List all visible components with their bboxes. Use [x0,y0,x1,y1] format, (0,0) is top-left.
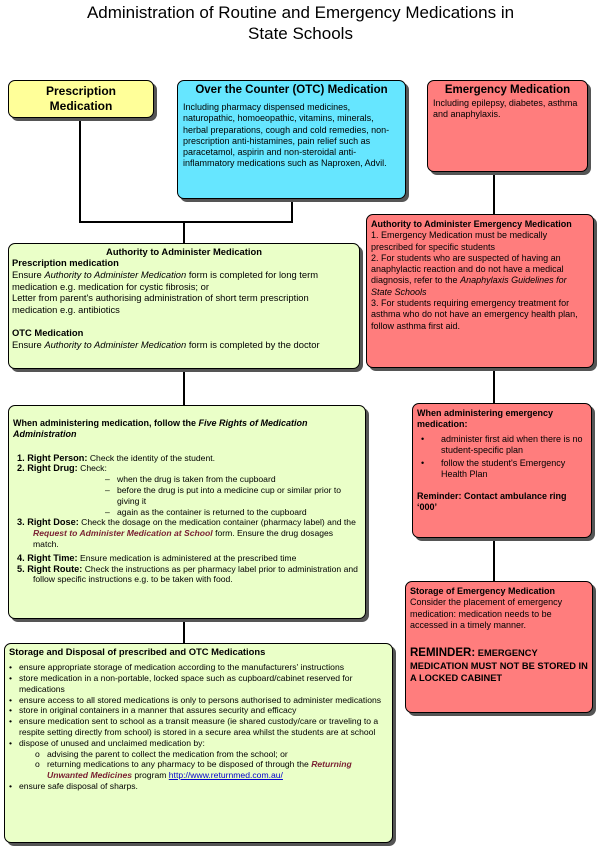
emergency-storage-box [405,581,593,713]
prescription-medication-box [8,80,154,118]
storage-disposal-box [4,643,393,843]
list-item: • dispose of unused and unclaimed medication by: [9,737,205,748]
connector-horizontal [79,221,293,223]
drug-check-item: – before the drug is put into a medicine cup or similar prior to giving it [105,484,342,506]
emergency-authority-heading: Authority to Administer Emergency Medication [371,219,572,229]
otc-description: Including pharmacy dispensed medicines, naturopathic, homoeopathic, vitamins, minerals, herbal preparations, cough and cold remedies, non-prescription anti-histamines, pain relief such as paracetamol, aspirin and non-steroidal anti-inflammatory medications such as Naproxen, Advil. [183,102,390,169]
prescription-heading: Prescription Medication [45,84,117,113]
list-item: • ensure access to all stored medications is only to persons authorised to administer medications [9,694,382,705]
authority-body [12,257,356,350]
five-rights-intro: When administering medication, follow the Five Rights of Medication Administration [13,418,308,440]
connector-emadmin-to-emstorage [493,538,495,581]
returnmed-link[interactable]: http://www.returnmed.com.au/ [168,770,283,781]
list-item: • follow the student's Emergency Health Plan [421,458,566,480]
connector-rights-to-storage [183,619,185,643]
disposal-sub-item: o returning medications to any pharmacy to be disposed of through the Returning Unwanted Medicines program http://www.returnmed.com.au/ [35,759,352,781]
emergency-storage-body: Consider the placement of emergency medication: medication needs to be accessed in a timely manner. [410,597,563,630]
right-route: 5. Right Route: Check the instructions as per pharmacy label prior to administration and follow specific instructions e.g. to be taken with food. [17,563,358,585]
connector-to-authority [183,221,185,243]
list-item: • ensure medication sent to school as a transit measure (ie shared custody/care or traveling to a respite setting directly from school) is stored in a secure area whilst the students are at school [9,716,379,738]
otc-medication-box [177,80,406,199]
authority-heading: Authority to Administer Medication [106,246,262,257]
emergency-storage-heading: Storage of Emergency Medication [410,586,556,596]
list-item: • administer first aid when there is no student-specific plan [421,433,583,455]
right-drug-checks [17,474,361,517]
connector-left-down [79,118,81,222]
authority-box [8,243,360,369]
right-person: 1. Right Person: Check the identity of the student. [17,452,216,463]
right-time: 4. Right Time: Ensure medication is administered at the prescribed time [17,552,297,563]
disposal-sub-item: o advising the parent to collect the medication from the school; or [35,748,288,759]
prescription-text-1: Ensure Authority to Administer Medication form is completed for long term medication e.g. medication for cystic fibrosis; or [12,269,319,292]
prescription-text-2: Letter from parent's authorising administration of short term prescription medication e.g. antibiotics [12,292,309,316]
emergency-heading: Emergency Medication [444,84,571,96]
emergency-authority-point-3: 3. For students requiring emergency treatment for asthma who do not have an emergency health plan, follow asthma first aid. [371,298,578,331]
list-item: • ensure appropriate storage of medication according to the manufacturers' instructions [9,662,345,673]
emergency-authority-box [366,214,594,368]
drug-check-item: – again as the container is returned to the cupboard [105,506,307,517]
emergency-authority-point-2: 2. For students who are suspected of having an anaphylactic reaction and do not have a medical diagnosis, refer to the Anaphylaxis Guidelines for State Schools [371,252,567,297]
right-dose: 3. Right Dose: Check the dosage on the medication container (pharmacy label) and the Request to Administer Medication at School form. Ensure the drug dosages match. [17,517,356,549]
otc-subheading: OTC Medication [12,326,84,338]
emergency-administration-list [417,434,587,481]
connector-otc-down [291,199,293,222]
list-item: • store in original containers in a manner that assures security and efficacy [9,705,297,716]
right-drug: 2. Right Drug: Check: [17,463,107,474]
emergency-administration-box [412,403,592,538]
connector-emauth-to-emadmin [493,368,495,403]
page-title: Administration of Routine and Emergency Medications in State Schools [86,3,515,43]
emergency-authority-point-1: 1. Emergency Medication must be medically prescribed for specific students [371,230,548,252]
connector-authority-to-rights [183,369,185,405]
emergency-medication-box [427,80,588,172]
drug-check-item: – when the drug is taken from the cupboard [105,474,276,485]
five-rights-list [13,453,361,586]
otc-heading: Over the Counter (OTC) Medication [195,84,388,96]
otc-text: Ensure Authority to Administer Medication form is completed by the doctor [12,338,320,350]
emergency-description: Including epilepsy, diabetes, asthma and anaphylaxis. [433,98,578,120]
storage-list [9,662,388,792]
prescription-subheading: Prescription medication [12,257,119,269]
emergency-administration-heading: When administering emergency medication: [417,408,554,430]
locked-cabinet-reminder: REMINDER: EMERGENCY MEDICATION MUST NOT BE STORED IN A LOCKED CABINET [410,647,588,683]
connector-emergency-down [493,172,495,214]
list-item: • store medication in a non-portable, locked space such as cupboard/cabinet reserved for medications [9,673,353,694]
five-rights-box [8,405,366,619]
ambulance-reminder: Reminder: Contact ambulance ring ‘000’ [417,490,567,513]
storage-heading: Storage and Disposal of prescribed and OTC Medications [9,646,266,657]
list-item: • ensure safe disposal of sharps. [9,781,138,792]
